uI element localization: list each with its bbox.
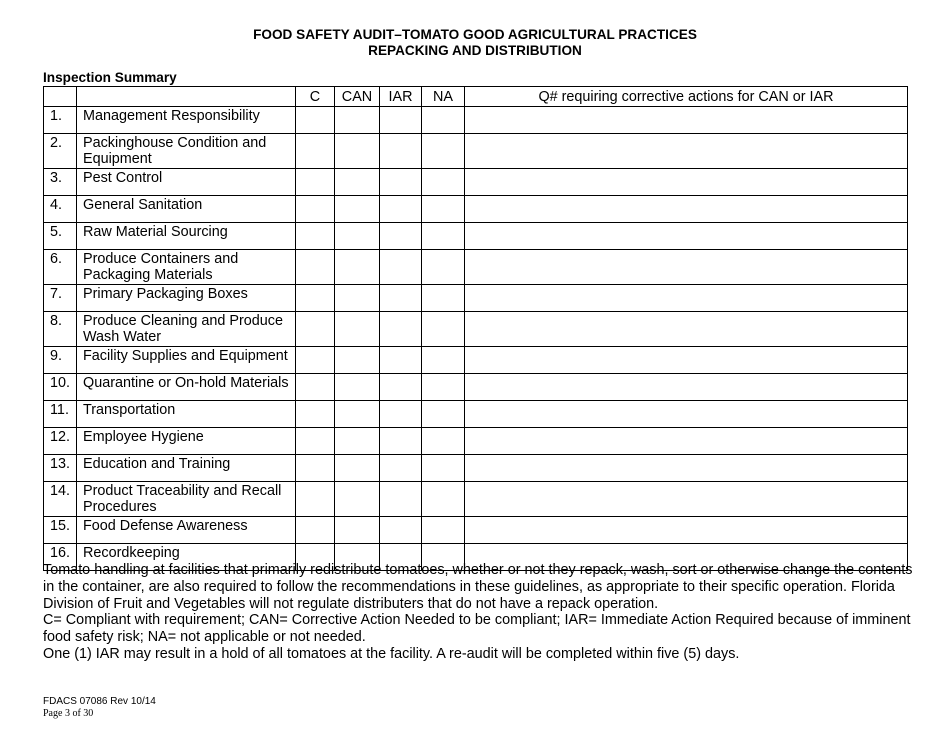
table-row [44,250,908,285]
cell-iar[interactable] [380,223,422,250]
page-footer [43,696,156,720]
header-cell-can: CAN [335,87,380,107]
cell-corrective-actions[interactable] [465,312,908,347]
cell-can[interactable] [335,134,380,169]
document-title-line2: REPACKING AND DISTRIBUTION [368,43,582,58]
cell-na[interactable] [422,134,465,169]
section-heading: Inspection Summary [43,70,177,85]
row-number: 13. [44,455,77,482]
row-label: Pest Control [77,169,296,196]
table-row [44,374,908,401]
cell-corrective-actions[interactable] [465,428,908,455]
cell-iar[interactable] [380,169,422,196]
inspection-summary-table [43,86,908,571]
cell-can[interactable] [335,455,380,482]
table-row [44,196,908,223]
cell-na[interactable] [422,401,465,428]
row-number: 1. [44,107,77,134]
cell-can[interactable] [335,347,380,374]
row-label: Raw Material Sourcing [77,223,296,250]
row-number: 16. [44,544,77,571]
cell-na[interactable] [422,223,465,250]
cell-c[interactable] [296,223,335,250]
cell-na[interactable] [422,455,465,482]
row-label: Product Traceability and Recall Procedures [77,482,296,517]
row-number: 14. [44,482,77,517]
cell-iar[interactable] [380,250,422,285]
row-number: 3. [44,169,77,196]
cell-na[interactable] [422,517,465,544]
cell-can[interactable] [335,517,380,544]
cell-na[interactable] [422,196,465,223]
row-label: Management Responsibility [77,107,296,134]
table-row [44,428,908,455]
cell-can[interactable] [335,401,380,428]
row-label: Primary Packaging Boxes [77,285,296,312]
table-header-row [44,87,908,107]
row-number: 7. [44,285,77,312]
table-row [44,285,908,312]
table-row [44,223,908,250]
cell-iar[interactable] [380,374,422,401]
cell-iar[interactable] [380,482,422,517]
table-row [44,107,908,134]
cell-corrective-actions[interactable] [465,169,908,196]
row-number: 10. [44,374,77,401]
document-title-line1: FOOD SAFETY AUDIT–TOMATO GOOD AGRICULTURAL PRACTICES [253,27,697,42]
cell-c[interactable] [296,169,335,196]
note-redistribution: Tomato handling at facilities that primarily redistribute tomatoes, whether or not they repack, wash, sort or otherwise change the contents in the container, are also required to follow the recommendations in these guidelines, as appropriate to their specific operation. Florida Division of Fruit and Vegetables will not regulate distributers that do not have a repack operation. [43,562,913,612]
cell-corrective-actions[interactable] [465,455,908,482]
table-row [44,347,908,374]
row-label: Education and Training [77,455,296,482]
table-row [44,517,908,544]
header-cell-na: NA [422,87,465,107]
cell-c[interactable] [296,285,335,312]
table-row [44,312,908,347]
header-cell-item [77,87,296,107]
row-number: 2. [44,134,77,169]
cell-can[interactable] [335,169,380,196]
cell-can[interactable] [335,312,380,347]
cell-can[interactable] [335,482,380,517]
cell-na[interactable] [422,428,465,455]
cell-can[interactable] [335,285,380,312]
cell-na[interactable] [422,347,465,374]
cell-can[interactable] [335,428,380,455]
row-label: Quarantine or On-hold Materials [77,374,296,401]
cell-c[interactable] [296,455,335,482]
table-row [44,134,908,169]
row-label: Produce Cleaning and Produce Wash Water [77,312,296,347]
cell-can[interactable] [335,374,380,401]
cell-c[interactable] [296,482,335,517]
cell-corrective-actions[interactable] [465,285,908,312]
cell-corrective-actions[interactable] [465,134,908,169]
cell-corrective-actions[interactable] [465,250,908,285]
row-number: 4. [44,196,77,223]
row-number: 11. [44,401,77,428]
cell-iar[interactable] [380,428,422,455]
cell-c[interactable] [296,312,335,347]
cell-na[interactable] [422,169,465,196]
row-label: Transportation [77,401,296,428]
cell-corrective-actions[interactable] [465,223,908,250]
cell-iar[interactable] [380,347,422,374]
cell-can[interactable] [335,223,380,250]
cell-iar[interactable] [380,134,422,169]
cell-na[interactable] [422,250,465,285]
header-cell-iar: IAR [380,87,422,107]
cell-c[interactable] [296,347,335,374]
row-number: 8. [44,312,77,347]
header-cell-corrective-actions: Q# requiring corrective actions for CAN or IAR [465,87,908,107]
cell-na[interactable] [422,374,465,401]
table-row [44,455,908,482]
table-row [44,169,908,196]
cell-iar[interactable] [380,196,422,223]
row-label: General Sanitation [77,196,296,223]
cell-c[interactable] [296,134,335,169]
header-cell-c: C [296,87,335,107]
cell-c[interactable] [296,250,335,285]
cell-c[interactable] [296,401,335,428]
row-label: Food Defense Awareness [77,517,296,544]
cell-c[interactable] [296,517,335,544]
cell-corrective-actions[interactable] [465,107,908,134]
cell-iar[interactable] [380,517,422,544]
cell-iar[interactable] [380,455,422,482]
cell-corrective-actions[interactable] [465,374,908,401]
cell-iar[interactable] [380,107,422,134]
cell-corrective-actions[interactable] [465,517,908,544]
cell-na[interactable] [422,482,465,517]
cell-corrective-actions[interactable] [465,401,908,428]
cell-c[interactable] [296,196,335,223]
row-label: Packinghouse Condition and Equipment [77,134,296,169]
cell-corrective-actions[interactable] [465,482,908,517]
cell-can[interactable] [335,196,380,223]
table-row [44,401,908,428]
cell-na[interactable] [422,312,465,347]
cell-c[interactable] [296,107,335,134]
row-label: Facility Supplies and Equipment [77,347,296,374]
cell-can[interactable] [335,107,380,134]
page-number: Page 3 of 30 [43,708,94,719]
row-label: Recordkeeping [77,544,296,571]
row-number: 6. [44,250,77,285]
cell-corrective-actions[interactable] [465,196,908,223]
header-cell-number [44,87,77,107]
row-label: Produce Containers and Packaging Materials [77,250,296,285]
notes-block [43,562,923,663]
table-row [44,482,908,517]
row-label: Employee Hygiene [77,428,296,455]
cell-c[interactable] [296,374,335,401]
cell-na[interactable] [422,107,465,134]
cell-iar[interactable] [380,285,422,312]
row-number: 15. [44,517,77,544]
cell-iar[interactable] [380,401,422,428]
note-iar-hold: One (1) IAR may result in a hold of all tomatoes at the facility. A re-audit will be completed within five (5) days. [43,645,740,662]
cell-can[interactable] [335,250,380,285]
form-id: FDACS 07086 Rev 10/14 [43,696,156,707]
row-number: 9. [44,347,77,374]
cell-iar[interactable] [380,312,422,347]
cell-corrective-actions[interactable] [465,347,908,374]
cell-c[interactable] [296,428,335,455]
note-legend: C= Compliant with requirement; CAN= Corrective Action Needed to be compliant; IAR= Immediate Action Required because of imminent food safety risk; NA= not applicable or not needed. [43,612,911,646]
row-number: 5. [44,223,77,250]
cell-na[interactable] [422,285,465,312]
row-number: 12. [44,428,77,455]
